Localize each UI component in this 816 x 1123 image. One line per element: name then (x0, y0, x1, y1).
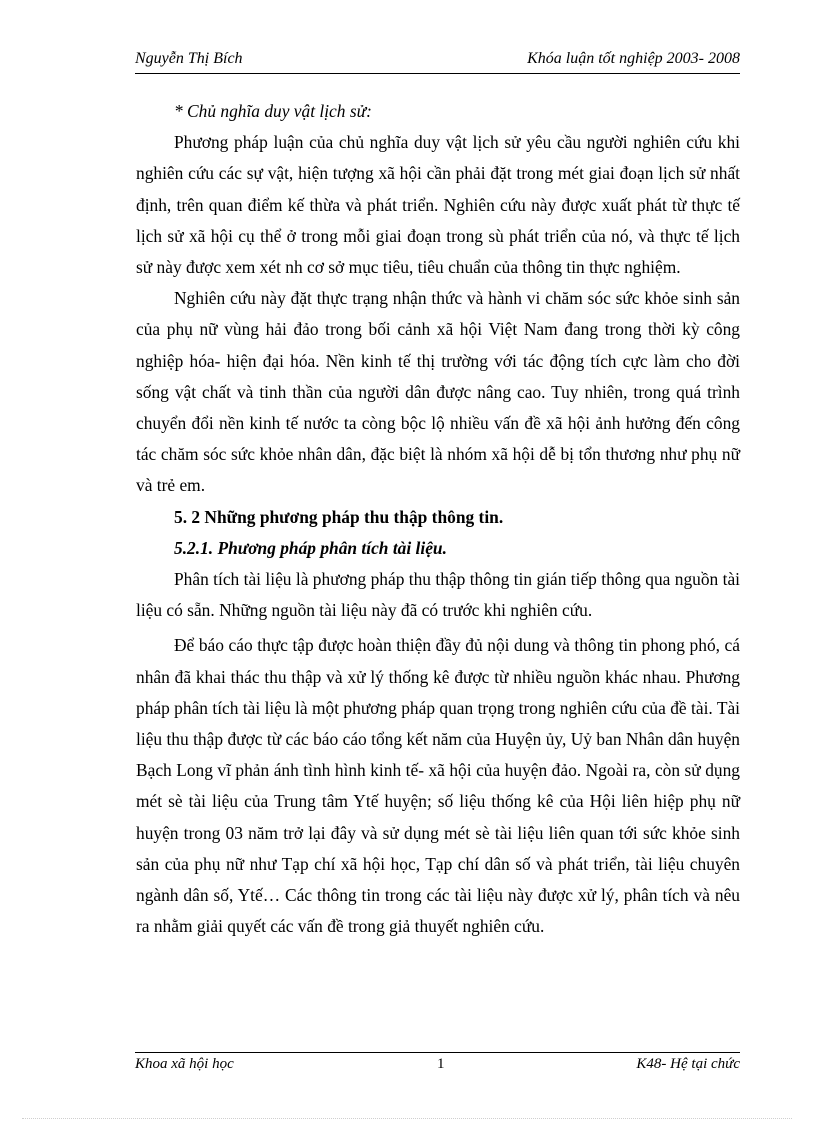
heading-section-5-2-1: 5.2.1. Phương pháp phân tích tài liệu. (174, 537, 447, 558)
paragraph-methodology: Phương pháp luận của chủ nghĩa duy vật lịch sử yêu cầu người nghiên cứu khi nghiên cứu các sự vật, hiện tượng xã hội cần phải đặt trong mét giai đoạn lịch sử nhất định, trên quan điểm kế thừa và phát triển. Nghiên cứu này được xuất phát từ thực tế lịch sử xã hội cụ thể ở trong mỗi giai đoạn trong sù phát triển của nó, và thực tế lịch sử này được xem xét nh cơ sở mục tiêu, tiêu chuẩn của thông tin thực nghiệm. (136, 132, 740, 278)
header-author: Nguyễn Thị Bích (135, 50, 243, 67)
page-bottom-dotted-border (22, 1118, 792, 1119)
footer-divider (135, 1052, 740, 1053)
page-footer (135, 1056, 740, 1076)
paragraph-research-context: Nghiên cứu này đặt thực trạng nhận thức và hành vi chăm sóc sức khỏe sinh sản của phụ nữ vùng hải đảo trong bối cảnh xã hội Việt Nam đang trong thời kỳ công nghiệp hóa- hiện đại hóa. Nền kinh tế thị trường với tác động tích cực làm cho đời sống vật chất và tinh thần của người dân được nâng cao. Tuy nhiên, trong quá trình chuyển đổi nền kinh tế nước ta còng bộc lộ nhiều vấn đề xã hội ảnh hưởng đến công tác chăm sóc sức khỏe nhân dân, đặc biệt là nhóm xã hội dễ bị tổn thương như phụ nữ và trẻ em. (136, 288, 740, 496)
page-header (135, 50, 740, 72)
header-divider (135, 73, 740, 74)
page-number: 1 (437, 1056, 445, 1072)
heading-section-5-2: 5. 2 Những phương pháp thu thập thông tin. (174, 506, 504, 527)
footer-course: K48- Hệ tại chức (636, 1056, 740, 1072)
paragraph-document-analysis: Phân tích tài liệu là phương pháp thu thập thông tin gián tiếp thông qua nguồn tài liệu có sẵn. Những nguồn tài liệu này đã có trước khi nghiên cứu. (136, 569, 740, 621)
header-thesis-title: Khóa luận tốt nghiệp 2003- 2008 (527, 50, 740, 67)
subheading-historical-materialism: * Chủ nghĩa duy vật lịch sử: (174, 101, 372, 121)
paragraph-data-sources: Để báo cáo thực tập được hoàn thiện đầy đủ nội dung và thông tin phong phó, cá nhân đã khai thác thu thập và xử lý thống kê được từ nhiều nguồn khác nhau. Phương pháp phân tích tài liệu là một phương pháp quan trọng trong nghiên cứu của đề tài. Tài liệu thu thập được từ các báo cáo tổng kết năm của Huyện ủy, Uỷ ban Nhân dân huyện Bạch Long vĩ phản ánh tình hình kinh tế- xã hội của huyện đảo. Ngoài ra, còn sử dụng mét sè tài liệu của Trung tâm Ytế huyện; số liệu thống kê của Hội liên hiệp phụ nữ huyện trong 03 năm trở lại đây và sử dụng mét sè tài liệu liên quan tới sức khỏe sinh sản của phụ nữ như Tạp chí xã hội học, Tạp chí dân số và phát triển, tài liệu chuyên ngành dân số, Ytế… Các thông tin trong các tài liệu này được xử lý, phân tích và nêu ra nhằm giải quyết các vấn đề trong giả thuyết nghiên cứu. (136, 635, 740, 937)
footer-faculty: Khoa xã hội học (135, 1056, 234, 1072)
document-body (136, 96, 740, 942)
